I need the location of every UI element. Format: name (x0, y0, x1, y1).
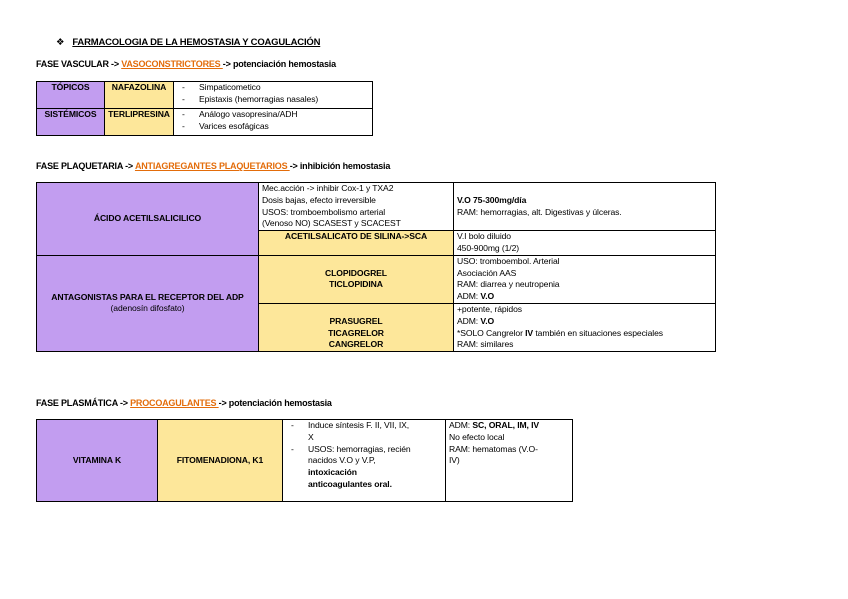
heading-suffix: -> inhibición hemostasia (289, 161, 391, 171)
text-line: RAM: hematomas (V.O- (449, 443, 538, 454)
adp-subtitle: (adenosín difosfato) (110, 303, 185, 314)
vitamin-cell: VITAMINA K (37, 420, 158, 502)
text-line: RAM: diarrea y neutropenia (457, 279, 560, 290)
text-line: anticoagulantes oral. (308, 478, 392, 489)
adm-value: V.O (480, 315, 495, 326)
adm-label: ADM: (457, 291, 481, 302)
drug-cell: TERLIPRESINA (105, 109, 174, 136)
adm-cell (446, 420, 573, 502)
bullet-icon: ❖ (56, 37, 65, 48)
aas-name-cell: ÁCIDO ACETILSALICILICO (37, 183, 259, 256)
lysine-notes-cell (454, 231, 716, 256)
text-line: RAM: similares (457, 339, 514, 350)
list-item: - Análogo vasopresina/ADH (177, 109, 369, 121)
special-bold: IV (525, 327, 534, 338)
list-item: - Varices esofágicas (177, 121, 369, 133)
text-line: USOS: tromboembolismo arterial (262, 206, 386, 217)
text-line: 450-900mg (1/2) (457, 242, 520, 253)
adp-name: ANTAGONISTAS PARA EL RECEPTOR DEL ADP (51, 291, 244, 302)
aas-mechanism-cell (259, 183, 454, 231)
vascular-table (36, 81, 373, 136)
table-row (37, 82, 373, 109)
drug-name: CLOPIDOGREL (325, 267, 387, 278)
special-post: también en situaciones especiales (533, 327, 663, 338)
notes-cell (174, 82, 373, 109)
table-row (37, 109, 373, 136)
drug-name: PRASUGREL (329, 315, 383, 326)
page-title (56, 37, 320, 48)
page-title-text: FARMACOLOGIA DE LA HEMOSTASIA Y COAGULACIÓN (72, 37, 321, 48)
drug-name: CANGRELOR (328, 339, 384, 350)
drug-cell: NAFAZOLINA (105, 82, 174, 109)
adm-value: V.O (480, 291, 495, 302)
text-line: X (308, 431, 314, 442)
aas-route-cell (454, 183, 716, 231)
notes-cell (174, 109, 373, 136)
text-line: Dosis bajas, efecto irreversible (262, 194, 376, 205)
table-row (37, 183, 716, 231)
text-line: V.I bolo diluido (457, 231, 511, 242)
plaquetaria-table (36, 182, 716, 352)
text-line: USO: tromboembol. Arterial (457, 255, 560, 266)
category-cell: SISTÉMICOS (37, 109, 105, 136)
text-line (457, 328, 712, 340)
table-row (37, 255, 716, 303)
list-item: - Epistaxis (hemorragias nasales) (177, 94, 369, 106)
text-line: - USOS: hemorragias, recién (308, 443, 411, 454)
heading-prefix: FASE PLAQUETARIA -> (36, 161, 135, 171)
adp-name-cell (37, 255, 259, 351)
adm-value: SC, ORAL, IM, IV (472, 420, 540, 430)
adp-group1-notes-cell (454, 255, 716, 303)
category-cell: TÓPICOS (37, 82, 105, 109)
heading-prefix: FASE VASCULAR -> (36, 59, 122, 69)
table-row (37, 420, 573, 502)
adp-group2-notes-cell (454, 303, 716, 351)
lysine-name-cell: ACETILSALICATO DE SILINA->SCA (259, 231, 454, 256)
text-line: (Venoso NO) SCASEST y SCACEST (262, 218, 401, 229)
text-line: IV) (449, 455, 460, 466)
text-line: Asociación AAS (457, 267, 517, 278)
heading-fase-plasmatica (36, 398, 332, 408)
adm-label: ADM: (457, 315, 481, 326)
list-item: - Simpaticometico (177, 82, 369, 94)
list-item (286, 444, 442, 491)
drug-name: TICAGRELOR (328, 327, 384, 338)
text-line (457, 291, 712, 303)
heading-suffix: -> potenciación hemostasia (218, 398, 332, 408)
adp-group2-drugs-cell (259, 303, 454, 351)
notes-cell (283, 420, 446, 502)
text-line: Mec.acción -> inhibir Cox-1 y TXA2 (262, 183, 394, 193)
plasmatica-table (36, 419, 573, 502)
procoagulantes-link[interactable]: PROCOAGULANTES (130, 398, 219, 408)
text-line (449, 420, 569, 432)
text-line: nacidos V.O y V.P, (308, 455, 376, 466)
adp-group1-drugs-cell (259, 255, 454, 303)
text-line: - Induce síntesis F. II, VII, IX, (308, 420, 410, 430)
heading-prefix: FASE PLASMÁTICA -> (36, 398, 131, 408)
vasoconstrictores-link[interactable]: VASOCONSTRICTORES (121, 59, 223, 69)
drug-cell: FITOMENADIONA, K1 (158, 420, 283, 502)
list-item (286, 420, 442, 444)
special-pre: *SOLO Cangrelor (457, 327, 526, 338)
heading-fase-plaquetaria (36, 161, 390, 171)
ram-text: RAM: hemorragias, alt. Digestivas y úlceras. (457, 206, 622, 217)
drug-name: TICLOPIDINA (329, 279, 383, 290)
heading-fase-vascular (36, 59, 336, 69)
text-line (457, 316, 712, 328)
adm-label: ADM: (449, 420, 473, 430)
route-text: V.O 75-300mg/día (457, 194, 527, 205)
text-line: +potente, rápidos (457, 303, 522, 314)
text-line: intoxicación (308, 467, 357, 478)
heading-suffix: -> potenciación hemostasia (222, 59, 336, 69)
text-line: No efecto local (449, 431, 505, 442)
antiagregantes-link[interactable]: ANTIAGREGANTES PLAQUETARIOS (134, 161, 290, 171)
